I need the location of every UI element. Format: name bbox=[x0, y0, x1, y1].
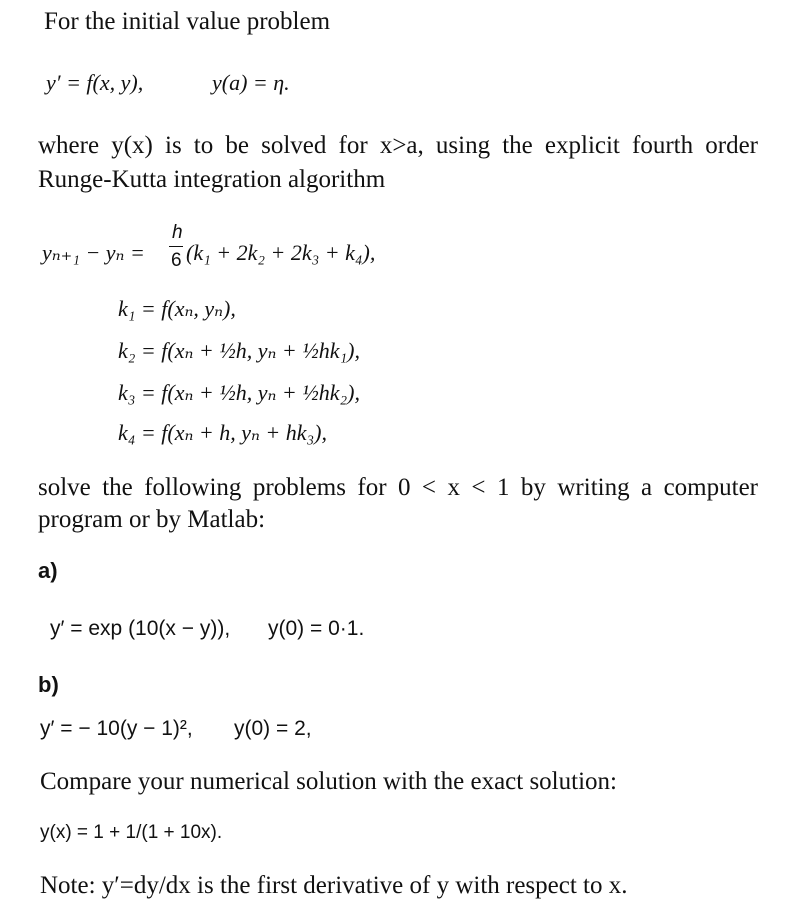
where-text-line-2: Runge-Kutta integration algorithm bbox=[38, 166, 386, 193]
part-a-equation: y′ = exp (10(x − y)), bbox=[50, 617, 231, 640]
part-b-equation: y′ = − 10(y − 1)², bbox=[40, 717, 193, 740]
k3-equation: k₃ = f(xₙ + ½h, yₙ + ½hk₂), bbox=[118, 380, 360, 405]
where-text-line-1: where y(x) is to be solved for x>a, using the explicit fourth order bbox=[38, 132, 758, 159]
k2-equation: k₂ = f(xₙ + ½h, yₙ + ½hk₁), bbox=[118, 338, 360, 363]
part-b-label: b) bbox=[38, 672, 59, 697]
note-text: Note: y′=dy/dx is the first derivative of y with respect to x. bbox=[40, 872, 628, 899]
exact-solution: y(x) = 1 + 1/(1 + 10x). bbox=[40, 822, 223, 843]
intro-text: For the initial value problem bbox=[44, 8, 331, 35]
solve-text-line-1: solve the following problems for 0 < x < 1 by writing a computer bbox=[38, 474, 758, 501]
part-b-condition: y(0) = 2, bbox=[234, 717, 312, 740]
rk-fraction-denominator: 6 bbox=[171, 250, 182, 271]
k4-equation: k₄ = f(xₙ + h, yₙ + hk₃), bbox=[118, 420, 327, 445]
part-a-label: a) bbox=[38, 558, 58, 583]
k1-equation: k₁ = f(xₙ, yₙ), bbox=[118, 296, 236, 321]
compare-text: Compare your numerical solution with the exact solution: bbox=[40, 768, 617, 795]
rk-lhs: yₙ₊₁ − yₙ = bbox=[42, 240, 145, 265]
rk-fraction-bar bbox=[169, 246, 183, 247]
rk-rhs: (k₁ + 2k₂ + 2k₃ + k₄), bbox=[186, 240, 376, 265]
ivp-condition: y(a) = η. bbox=[212, 70, 290, 95]
ivp-equation: y′ = f(x, y), bbox=[46, 70, 144, 95]
rk-fraction-numerator: h bbox=[172, 222, 183, 243]
part-a-condition: y(0) = 0·1. bbox=[268, 617, 365, 640]
solve-text-line-2: program or by Matlab: bbox=[38, 506, 266, 533]
